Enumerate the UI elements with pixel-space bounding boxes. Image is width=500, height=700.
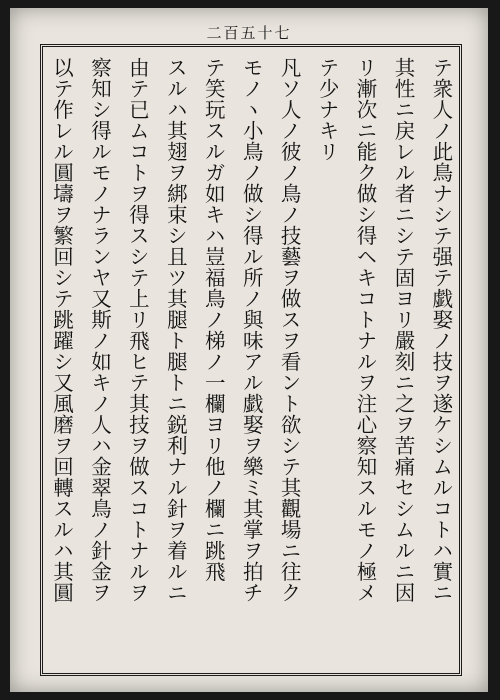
text-column-10: 察知シ得ルモノナランヤ又斯ノ如キノ人ハ金翠鳥ノ針金ヲ bbox=[87, 57, 112, 603]
text-frame bbox=[40, 44, 462, 676]
text-block bbox=[51, 57, 451, 663]
text-column-6: モノヽ小鳥ノ做シ得ル所ノ與味アル戯娶ヲ樂ミ其掌ヲ拍チ bbox=[239, 57, 264, 603]
text-column-4: テ少ナキリ bbox=[315, 57, 340, 162]
text-column-7: テ笑玩スルガ如キハ豈福鳥ノ梯ノ一欄ヨリ他ノ欄ニ跳飛 bbox=[201, 57, 226, 582]
text-column-2: 其性ニ戻レル者ニシテ固ヨリ嚴刻ニ之ヲ苦痛セシムルニ因 bbox=[390, 57, 415, 603]
text-column-9: 由テ已ムコトヲ得スシテ上リ飛ヒテ其技ヲ做スコトナルヲ bbox=[125, 57, 150, 603]
book-page bbox=[10, 8, 488, 692]
text-column-1: テ衆人ノ此鳥ナシテ强テ戯娶ノ技ヲ遂ケシムルコトハ實ニ bbox=[428, 57, 453, 603]
text-column-11: 以テ作レル圓壔ヲ繁回シテ跳躍シ又風磨ヲ回轉スルハ其圓 bbox=[49, 57, 74, 603]
text-column-3: リ漸次ニ能ク做シ得ヘキコトナルヲ注心察知スルモノ極メ bbox=[353, 57, 377, 603]
page-number: 二百五十七 bbox=[206, 24, 292, 42]
text-column-5: 凡ソ人ノ彼ノ鳥ノ技藝ヲ做スヲ看ント欲シテ其觀場ニ往ク bbox=[277, 57, 302, 603]
text-column-8: スルハ其翅ヲ綁束シ且ツ其腿ト腿トニ鋭利ナル針ヲ着ルニ bbox=[163, 57, 188, 603]
